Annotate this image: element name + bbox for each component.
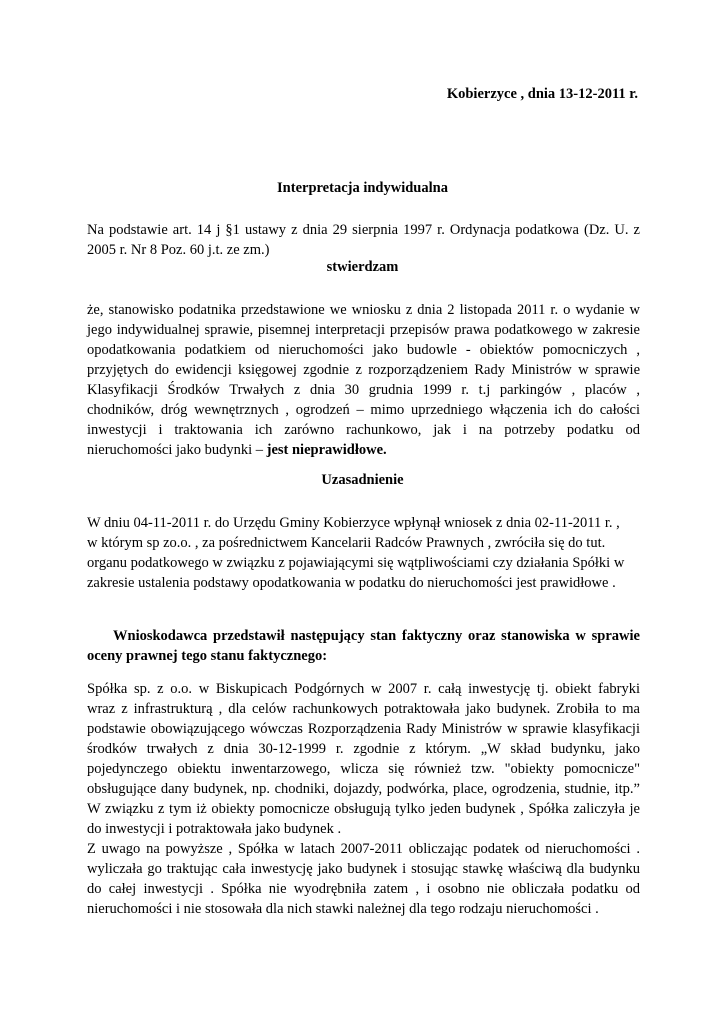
statement-line: jego indywidualnej sprawie, pisemnej interpretacji przepisów prawa podatkowego w zakresie	[87, 322, 640, 338]
facts-heading	[87, 626, 640, 666]
statement-line: opodatkowania podatkiem od nieruchomości jako budowle - obiektów pomocniczych ,	[87, 342, 640, 358]
facts-line: wraz z infrastrukturą , dla celów rachunkowych potraktowała jako budynek. Zrobiła to ma	[87, 701, 640, 717]
facts-line: obsługujące dany budynek, np. chodniki, dojazdy, podwórka, place, ogrodzenia, studnie, itp.”	[87, 781, 640, 797]
basis-line: Na podstawie art. 14 j §1 ustawy z dnia 29 sierpnia 1997 r. Ordynacja podatkowa (Dz. U. z	[87, 222, 640, 238]
facts-line: nieruchomości i nie stosowała dla nich stawki należnej dla tego rodzaju nieruchomości .	[87, 901, 599, 917]
statement-line: że, stanowisko podatnika przedstawione we wniosku z dnia 2 listopada 2011 r. o wydanie w	[87, 302, 640, 318]
statement-line: inwestycji i traktowania ich zarówno rachunkowo, jak i na potrzeby podatku od	[87, 422, 640, 438]
facts-heading-line: Wnioskodawca przedstawił następujący stan faktyczny oraz stanowiska w sprawie	[113, 628, 640, 644]
justification-line: organu podatkowego w związku z pojawiającymi się wątpliwościami czy działania Spółki w	[87, 555, 625, 571]
justification-line: w którym sp zo.o. , za pośrednictwem Kancelarii Radców Prawnych , zwróciła się do tut.	[87, 535, 606, 551]
justification-paragraph	[87, 513, 640, 593]
statement-last-line	[87, 440, 640, 460]
facts-line: W związku z tym iż obiekty pomocnicze obsługują tylko jeden budynek , Spółka zaliczyła je	[87, 801, 640, 817]
statement-line: Klasyfikacji Środków Trwałych z dnia 30 grudnia 1999 r. t.j parkingów , placów ,	[87, 382, 640, 398]
facts-line: środków trwałych z dnia 30-12-1999 r. zgodnie z którym. „W skład budynku, jako	[87, 741, 640, 757]
facts-line: do całej inwestycji . Spółka nie wyodrębniła zatem , i osobno nie obliczała podatku od	[87, 881, 640, 897]
document-title: Interpretacja indywidualna	[277, 180, 448, 196]
facts-line: Z uwago na powyższe , Spółka w latach 2007-2011 obliczając podatek od nieruchomości .	[87, 841, 640, 857]
statement-paragraph	[87, 300, 640, 460]
facts-paragraph	[87, 679, 640, 919]
facts-heading-line: oceny prawnej tego stanu faktycznego:	[87, 648, 328, 664]
verdict-text: jest nieprawidłowe.	[266, 442, 387, 458]
facts-line: pojedynczego obiektu inwentarzowego, wlicza się również tzw. "obiekty pomocnicze"	[87, 761, 640, 777]
justification-heading: Uzasadnienie	[321, 472, 404, 488]
facts-line: podstawie obowiązującego wówczas Rozporządzenia Rady Ministrów w sprawie klasyfikacji	[87, 721, 640, 737]
statement-line: przyjętych do ewidencji księgowej zgodnie z rozporządzeniem Rady Ministrów w sprawie	[87, 362, 640, 378]
stwierdzam-heading: stwierdzam	[326, 259, 399, 275]
date-line: Kobierzyce , dnia 13-12-2011 r.	[446, 86, 638, 102]
facts-line: wyliczała go traktując cała inwestycję jako budynek i stosując stawkę właściwą dla budynku	[87, 861, 640, 877]
facts-line: do inwestycji i potraktowała jako budynek .	[87, 821, 342, 837]
facts-line: Spółka sp. z o.o. w Biskupicach Podgórnych w 2007 r. całą inwestycję tj. obiekt fabryki	[87, 681, 640, 697]
basis-line: 2005 r. Nr 8 Poz. 60 j.t. ze zm.)	[87, 242, 270, 258]
legal-basis	[87, 220, 640, 260]
justification-line: zakresie ustalenia podstawy opodatkowania w podatku do nieruchomości jest prawidłowe .	[87, 575, 616, 591]
statement-last-prefix: nieruchomości jako budynki –	[87, 442, 267, 458]
justification-line: W dniu 04-11-2011 r. do Urzędu Gminy Kobierzyce wpłynął wniosek z dnia 02-11-2011 r. ,	[87, 515, 620, 531]
statement-line: chodników, dróg wewnętrznych , ogrodzeń – mimo uprzedniego włączenia ich do całości	[87, 402, 640, 418]
